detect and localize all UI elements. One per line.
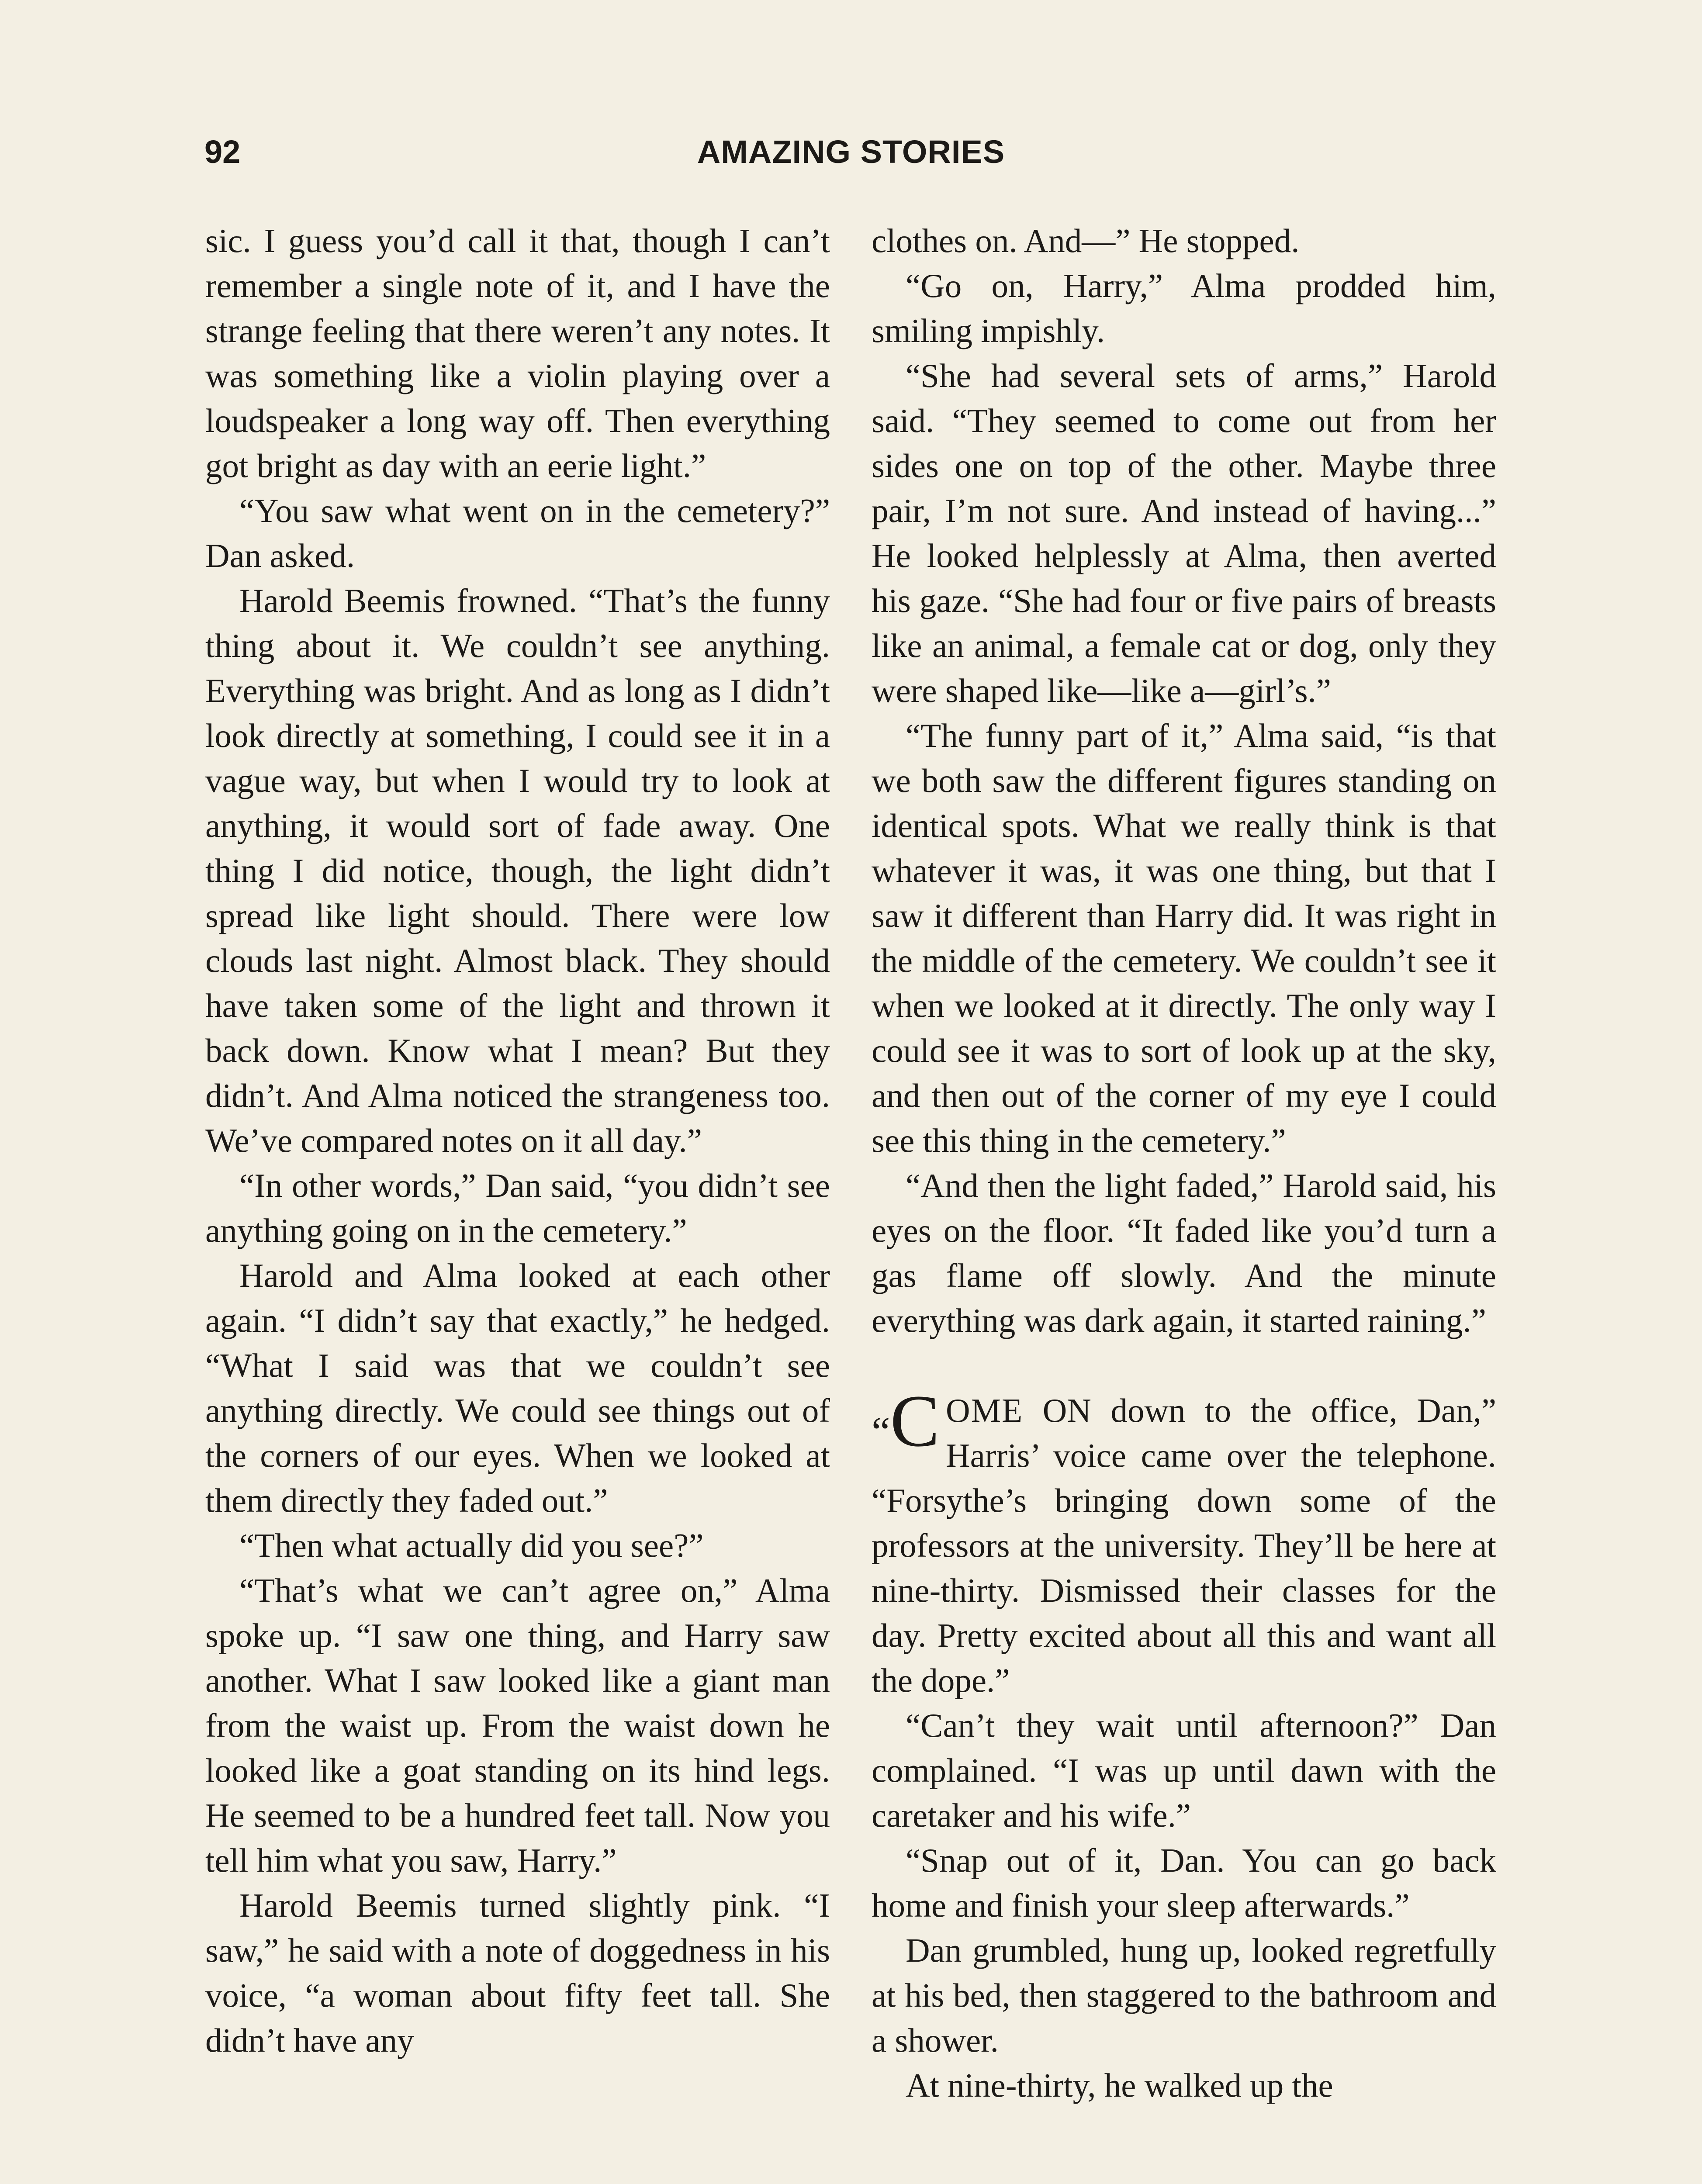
paragraph: Harold Beemis turned slightly pink. “I saw,” he said with a note of doggedness in his voice, “a woman about fifty feet tall. She didn’t have any [205,1887,830,2059]
paragraph: sic. I guess you’d call it that, though I can’t remember a single note of it, and I have the strange feeling that there weren’t any notes. It was something like a violin playing over a loudspeaker a long way off. Then everything got bright as day with an eerie light.” [205,222,830,484]
paragraph: Harold and Alma looked at each other again. “I didn’t say that exactly,” he hedged. “What I said was that we couldn’t see anything directly. We could see things out of the corners of our eyes. When we looked at them directly they faded out.” [205,1257,830,1519]
right-column [872,218,1496,2108]
paragraph: Harold Beemis frowned. “That’s the funny thing about it. We couldn’t see anything. Everything was bright. And as long as I didn’t look directly at something, I could see it in a vague way, but when I would try to look at anything, it would sort of fade away. One thing I did notice, though, the light didn’t spread like light should. There were low clouds last night. Almost black. They should have taken some of the light and thrown it back down. Know what I mean? But they didn’t. And Alma noticed the strangeness too. We’ve compared notes on it all day.” [205,582,830,1159]
section-break-paragraph [872,1380,1496,1703]
drop-cap-letter: C [890,1380,940,1462]
paragraph: Dan grumbled, hung up, looked regretfully at his bed, then staggered to the bathroom and a shower. [872,1932,1496,2059]
paragraph: “She had several sets of arms,” Harold said. “They seemed to come out from her sides one on top of the other. Maybe three pair, I’m not sure. And instead of having...” He looked helplessly at Alma, then averted his gaze. “She had four or five pairs of breasts like an animal, a female cat or dog, only they were shaped like—like a—girl’s.” [872,357,1496,709]
running-head: AMAZING STORIES [697,134,1005,170]
section-caps: OME [946,1392,1024,1429]
paragraph: “You saw what went on in the cemetery?” Dan asked. [205,492,830,574]
paragraph: clothes on. And—” He stopped. [872,222,1300,259]
drop-cap [872,1380,940,1462]
paragraph: “That’s what we can’t agree on,” Alma spoke up. “I saw one thing, and Harry saw another. What I saw looked like a giant man from the waist up. From the waist down he looked like a goat standing on its hind legs. He seemed to be a hundred feet tall. Now you tell him what you saw, Harry.” [205,1572,830,1879]
paragraph: “Can’t they wait until afternoon?” Dan complained. “I was up until dawn with the caretaker and his wife.” [872,1707,1496,1834]
paragraph: “Snap out of it, Dan. You can go back home and finish your sleep afterwards.” [872,1842,1496,1924]
drop-cap-quote: “ [872,1408,890,1455]
page-number: 92 [204,134,241,170]
paragraph: “In other words,” Dan said, “you didn’t see anything going on in the cemetery.” [205,1167,830,1249]
paragraph: “Then what actually did you see?” [239,1527,704,1564]
section-text: ON down to the office, Dan,” Harris’ voice came over the telephone. “Forsythe’s bringing down some of the professors at the university. They’ll be here at nine-thirty. Dismissed their classes for the day. Pretty excited about all this and want all the dope.” [872,1392,1496,1699]
left-column [205,218,830,2063]
paragraph: “The funny part of it,” Alma said, “is that we both saw the different figures standing on identical spots. What we really think is that whatever it was, it was one thing, but that I saw it different than Harry did. It was right in the middle of the cemetery. We couldn’t see it when we looked at it directly. The only way I could see it was to sort of look up at the sky, and then out of the corner of my eye I could see this thing in the cemetery.” [872,717,1496,1159]
paragraph: “And then the light faded,” Harold said, his eyes on the floor. “It faded like you’d turn a gas flame off slowly. And the minute everything was dark again, it started raining.” [872,1167,1496,1339]
paragraph: At nine-thirty, he walked up the [906,2067,1333,2104]
paragraph: “Go on, Harry,” Alma prodded him, smiling impishly. [872,267,1496,349]
